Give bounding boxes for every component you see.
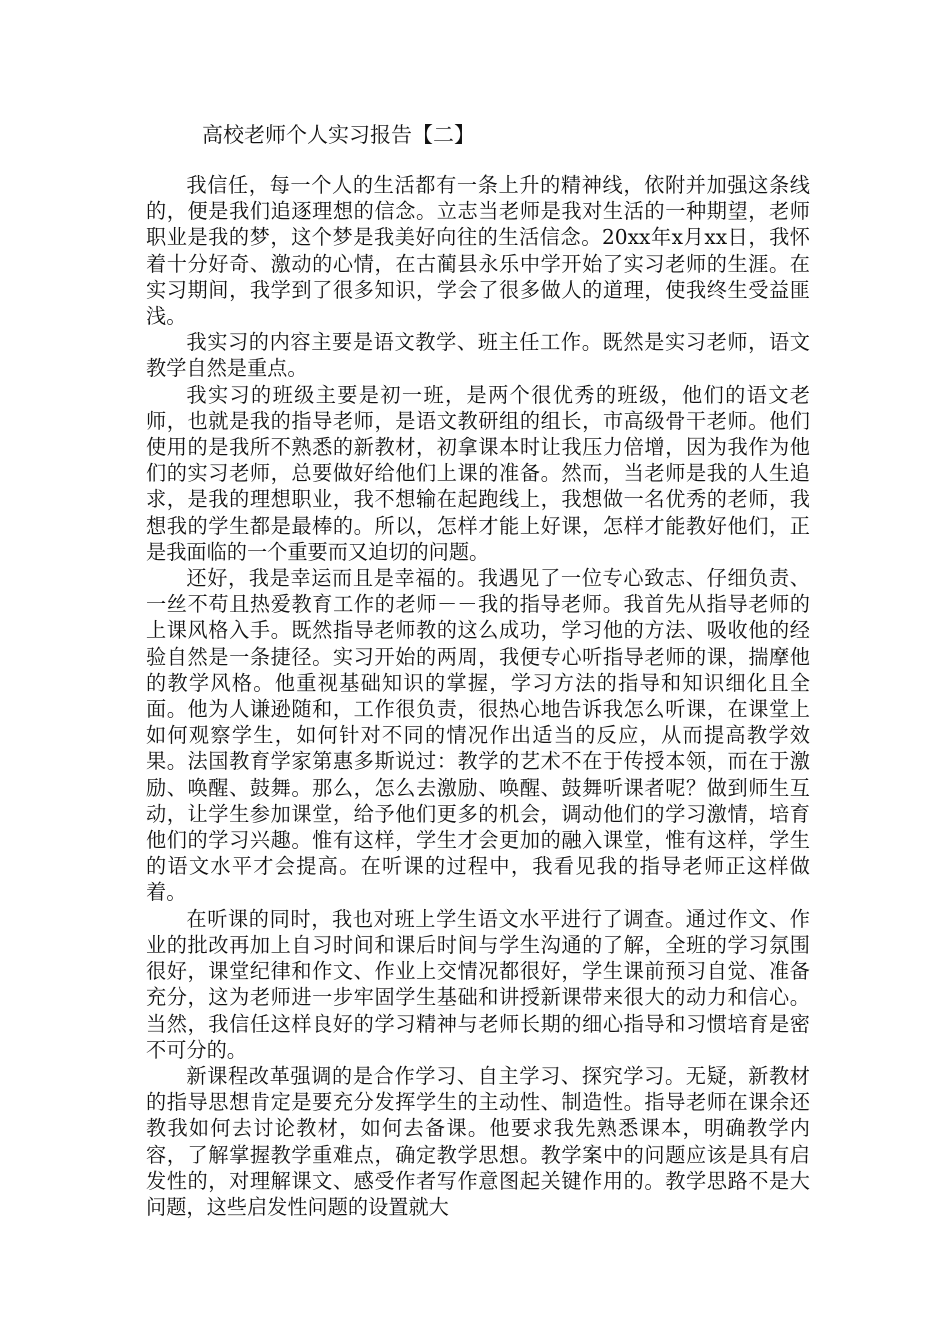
paragraph: 我实习的班级主要是初一班，是两个很优秀的班级，他们的语文老师，也就是我的指导老师，是语文教研组的组长，市高级骨干老师。他们使用的是我所不熟悉的新教材，初拿课本时让我压力倍增，因为我作为他们的实习老师，总要做好给他们上课的准备。然而，当老师是我的人生追求，是我的理想职业，我不想输在起跑线上，我想做一名优秀的老师，我想我的学生都是最棒的。所以，怎样才能上好课，怎样才能教好他们，正是我面临的一个重要而又迫切的问题。 bbox=[146, 382, 810, 564]
document-title: 高校老师个人实习报告【二】 bbox=[202, 123, 475, 147]
document-body bbox=[146, 172, 810, 1220]
paragraph: 我信任，每一个人的生活都有一条上升的精神线，依附并加强这条线的，便是我们追逐理想的信念。立志当老师是我对生活的一种期望，老师职业是我的梦，这个梦是我美好向往的生活信念。20xx年x月xx日，我怀着十分好奇、激动的心情，在古蔺县永乐中学开始了实习老师的生涯。在实习期间，我学到了很多知识，学会了很多做人的道理，使我终生受益匪浅。 bbox=[146, 173, 810, 329]
paragraph: 在听课的同时，我也对班上学生语文水平进行了调查。通过作文、作业的批改再加上自习时间和课后时间与学生沟通的了解，全班的学习氛围很好，课堂纪律和作文、作业上交情况都很好，学生课前预习自觉、准备充分，这为老师进一步牢固学生基础和讲授新课带来很大的动力和信心。当然，我信任这样良好的学习精神与老师长期的细心指导和习惯培育是密不可分的。 bbox=[146, 906, 810, 1062]
paragraph: 还好，我是幸运而且是幸福的。我遇见了一位专心致志、仔细负责、一丝不苟且热爱教育工作的老师－－我的指导老师。我首先从指导老师的上课风格入手。既然指导老师教的这么成功，学习他的方法、吸收他的经验自然是一条捷径。实习开始的两周，我便专心听指导老师的课，揣摩他的教学风格。他重视基础知识的掌握，学习方法的指导和知识细化且全面。他为人谦逊随和，工作很负责，很热心地告诉我怎么听课，在课堂上如何观察学生，如何针对不同的情况作出适当的反应，从而提高教学效果。法国教育学家第惠多斯说过：教学的艺术不在于传授本领，而在于激励、唤醒、鼓舞。那么，怎么去激励、唤醒、鼓舞听课者呢？做到师生互动，让学生参加课堂，给予他们更多的机会，调动他们的学习激情，培育他们的学习兴趣。惟有这样，学生才会更加的融入课堂，惟有这样，学生的语文水平才会提高。在听课的过程中，我看见我的指导老师正这样做着。 bbox=[146, 566, 810, 905]
paragraph: 新课程改革强调的是合作学习、自主学习、探究学习。无疑，新教材的指导思想肯定是要充分发挥学生的主动性、制造性。指导老师在课余还教我如何去讨论教材，如何去备课。他要求我先熟悉课本，明确教学内容，了解掌握教学重难点，确定教学思想。教学案中的问题应该是具有启发性的，对理解课文、感受作者写作意图起关键作用的。教学思路不是大问题，这些启发性问题的设置就大 bbox=[146, 1063, 810, 1219]
paragraph: 我实习的内容主要是语文教学、班主任工作。既然是实习老师，语文教学自然是重点。 bbox=[146, 330, 810, 381]
